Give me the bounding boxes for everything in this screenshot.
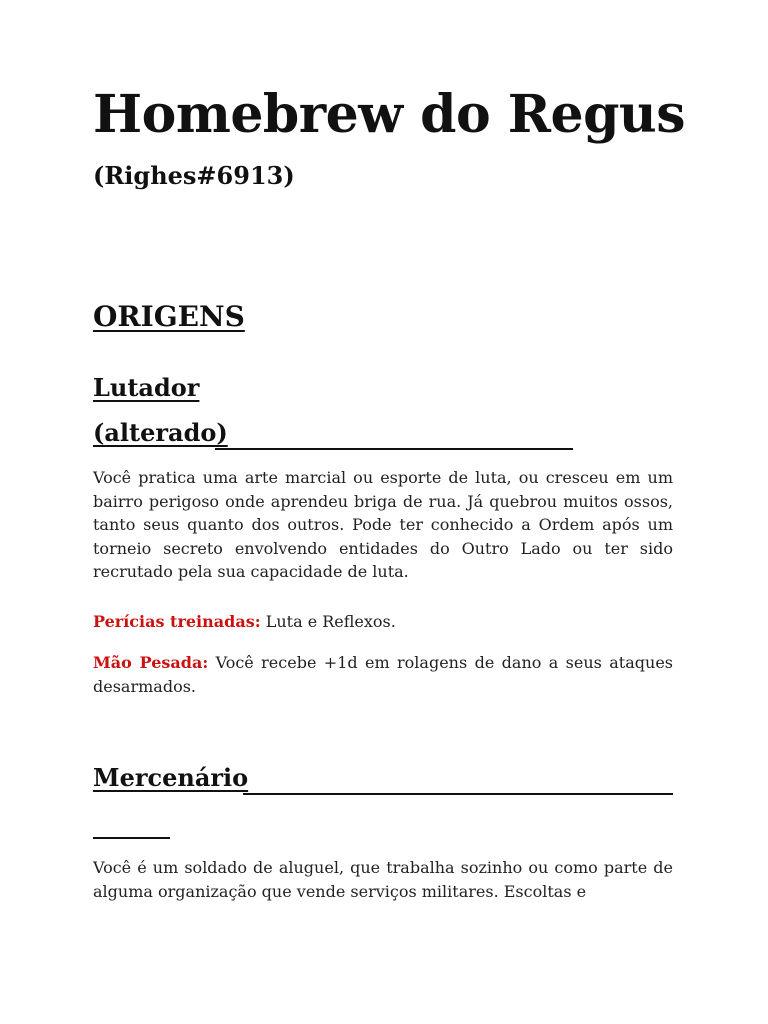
lutador-description: Você pratica uma arte marcial ou esporte de luta, ou cresceu em um bairro perigoso onde aprendeu briga de rua. Já quebrou muitos ossos, tanto seus quanto dos outros. Pode ter conhecido a Ordem após um torneio secreto envolvendo entidades do Outro Lado ou ter sido recrutado pela sua capacidade de luta.: [93, 468, 673, 581]
lutador-skills: [93, 610, 673, 634]
skills-label: Perícias treinadas:: [93, 612, 261, 631]
document-title: Homebrew do Regus: [93, 84, 686, 145]
origin-heading-lutador-note: (alterado): [93, 418, 228, 447]
mercenario-description: Você é um soldado de aluguel, que trabalha sozinho ou como parte de alguma organização que vende serviços militares. Escoltas e: [93, 858, 673, 901]
origin-heading-lutador: Lutador: [93, 373, 200, 402]
document-subtitle: (Righes#6913): [93, 161, 295, 190]
section-heading-origens: ORIGENS: [93, 300, 245, 333]
heading-underline-rule-continued: [93, 837, 170, 839]
power-label: Mão Pesada:: [93, 653, 209, 672]
heading-underline-rule: [215, 448, 573, 450]
skills-value: Luta e Reflexos.: [265, 612, 396, 631]
power-value: Você recebe +1d em rolagens de dano a seus ataques desarmados.: [93, 653, 673, 696]
lutador-power: [93, 651, 673, 698]
origin-heading-mercenario: Mercenário: [93, 763, 249, 792]
heading-underline-rule: [243, 793, 673, 795]
